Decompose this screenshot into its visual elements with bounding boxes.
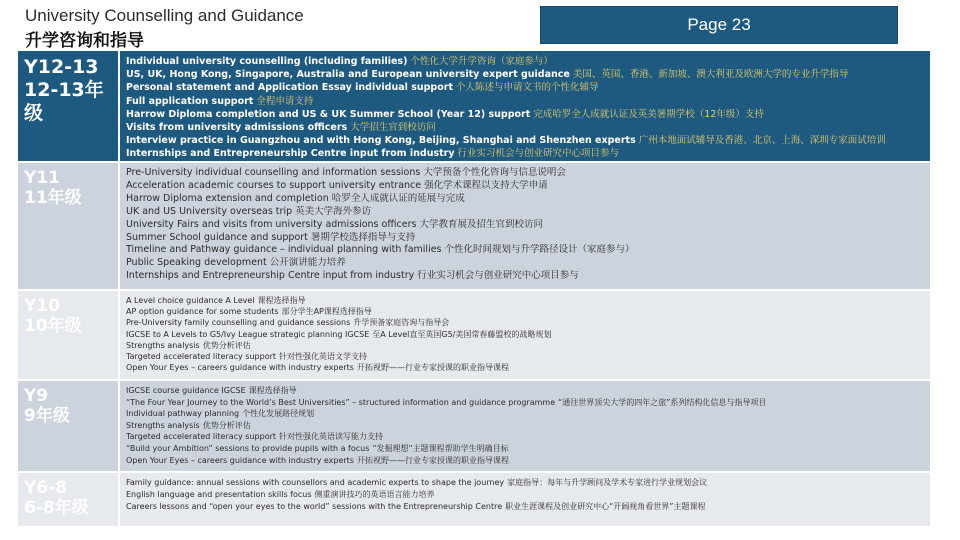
list-item: [126, 455, 924, 467]
year-cell: [18, 163, 118, 289]
item-text-en: Open Your Eyes – careers guidance with industry experts: [126, 455, 354, 465]
year-cell: [18, 473, 118, 526]
item-text-zh: 全程申请支持: [256, 95, 314, 107]
page-title-en: University Counselling and Guidance: [25, 6, 304, 25]
item-text-en: Harrow Diploma extension and completion: [126, 192, 329, 204]
item-text-zh: 侧重演讲技巧的英语语言能力培养: [314, 490, 435, 499]
items-cell: [118, 473, 930, 526]
item-text-en: Individual university counselling (including families): [126, 56, 408, 67]
item-text-en: Careers lessons and “open your eyes to the world” sessions with the Entrepreneurship Centre: [126, 502, 503, 511]
year-label-en: Y10: [24, 296, 60, 316]
item-text-en: Pre-University family counselling and guidance sessions: [126, 318, 351, 328]
year-label-en: Y9: [24, 386, 49, 406]
table-row: [18, 163, 930, 291]
list-item: [126, 329, 924, 340]
list-item: [126, 244, 924, 257]
year-label-zh: 6-8年级: [24, 498, 89, 519]
item-text-zh: 课程选择指导: [248, 386, 297, 395]
item-text-zh: “发掘理想”主题课程帮助学生明确目标: [372, 443, 509, 453]
list-item: [126, 167, 924, 180]
list-item: [126, 295, 924, 306]
list-item: [126, 489, 924, 501]
year-cell: [18, 51, 118, 161]
item-text-en: Public Speaking development: [126, 257, 267, 269]
item-text-zh: 优势分析评估: [202, 340, 251, 350]
item-text-en: UK and US University overseas trip: [126, 205, 293, 217]
year-label-en: Y12-13: [24, 56, 99, 78]
item-text-en: Targeted accelerated literacy support: [126, 432, 277, 442]
list-item: [126, 397, 924, 409]
item-text-zh: 开拓视野——行业专家授课的职业指导课程: [356, 363, 509, 373]
item-text-en: Open Your Eyes – careers guidance with industry experts: [126, 363, 354, 373]
item-text-en: Internships and Entrepreneurship Centre input from industry: [126, 148, 455, 160]
list-item: [126, 257, 924, 270]
list-item: [126, 385, 924, 397]
list-item: [126, 95, 924, 108]
list-item: [126, 81, 924, 94]
item-text-en: Internships and Entrepreneurship Centre input from industry: [126, 270, 415, 282]
item-text-zh: 完成哈罗全人成就认证及英美暑期学校（12年级）支持: [533, 108, 764, 120]
item-text-en: IGCSE course guidance IGCSE: [126, 386, 246, 395]
page-title-zh: 升学咨询和指导: [25, 31, 144, 51]
guidance-table: [18, 51, 930, 528]
list-item: [126, 431, 924, 443]
items-cell: [118, 51, 930, 161]
item-text-en: Family guidance: annual sessions with counsellors and academic experts to shape the journey: [126, 478, 505, 487]
list-item: [126, 180, 924, 193]
item-text-zh: 暑期学校选择指导与支持: [310, 231, 416, 243]
year-label-en: Y11: [24, 168, 60, 188]
item-text-en: Full application support: [126, 95, 254, 107]
list-item: [126, 206, 924, 219]
item-text-zh: 至A Level直至英国G5/美国常春藤盟校的战略规划: [372, 329, 552, 339]
items-cell: [118, 163, 930, 289]
table-row: [18, 291, 930, 381]
item-text-en: Acceleration academic courses to support university entrance: [126, 179, 422, 191]
year-label-zh: 11年级: [24, 188, 82, 209]
item-text-zh: 哈罗全人成就认证的延展与完成: [331, 192, 465, 204]
table-row: [18, 51, 930, 163]
item-text-en: Personal statement and Application Essay individual support: [126, 82, 453, 94]
item-text-en: A Level choice guidance A Level: [126, 296, 255, 305]
year-label-en: Y6-8: [24, 478, 68, 498]
list-item: [126, 477, 924, 489]
item-text-zh: 行业实习机会与创业研究中心项目参与: [417, 270, 579, 282]
item-text-zh: 职业生涯课程及创业研究中心“开阔视角看世界”主题课程: [505, 502, 706, 511]
year-cell: [18, 291, 118, 379]
list-item: [126, 317, 924, 328]
item-text-zh: 大学教育展及招生官到校访问: [419, 218, 543, 230]
item-text-zh: 大学招生官到校访问: [350, 122, 436, 134]
item-text-en: Targeted accelerated literacy support: [126, 352, 277, 362]
item-text-zh: 美国、英国、香港、新加坡、澳大利亚及欧洲大学的专业升学指导: [572, 69, 849, 81]
item-text-en: AP option guidance for some students: [126, 307, 279, 317]
list-item: [126, 362, 924, 373]
item-text-en: Harrow Diploma completion and US & UK Summer School (Year 12) support: [126, 108, 531, 120]
item-text-zh: 个性化大学升学咨询（家庭参与）: [410, 56, 553, 67]
table-row: [18, 473, 930, 528]
year-cell: [18, 381, 118, 471]
item-text-zh: 升学预备家庭咨询与指导会: [353, 318, 450, 328]
list-item: [126, 340, 924, 351]
list-item: [126, 134, 924, 147]
item-text-zh: 课程选择指导: [257, 296, 306, 305]
item-text-en: Summer School guidance and support: [126, 231, 308, 243]
item-text-zh: 大学预备个性化咨询与信息说明会: [423, 167, 566, 178]
item-text-en: Strengths analysis: [126, 420, 200, 430]
list-item: [126, 219, 924, 232]
item-text-zh: 针对性强化英语读写能力支持: [279, 432, 384, 442]
item-text-zh: 公开演讲能力培养: [269, 257, 346, 269]
item-text-zh: 部分学生AP课程选择指导: [281, 307, 372, 317]
list-item: [126, 501, 924, 513]
list-item: [126, 147, 924, 160]
item-text-en: Pre-University individual counselling and information sessions: [126, 167, 421, 178]
year-label-zh: 9年级: [24, 406, 70, 427]
item-text-zh: 行业实习机会与创业研究中心项目参与: [457, 148, 620, 160]
page-number-box: [540, 6, 898, 44]
table-row: [18, 381, 930, 473]
item-text-en: US, UK, Hong Kong, Singapore, Australia and European university expert guidance: [126, 69, 570, 81]
item-text-zh: 优势分析评估: [202, 420, 251, 430]
item-text-zh: 广州本地面试辅导及香港、北京、上海、深圳专家面试培训: [638, 135, 886, 147]
list-item: [126, 55, 924, 68]
item-text-zh: “通往世界顶尖大学的四年之旅”系列结构化信息与指导项目: [558, 397, 767, 407]
item-text-zh: 开拓视野——行业专家授课的职业指导课程: [356, 455, 509, 465]
list-item: [126, 232, 924, 245]
item-text-zh: 针对性强化英语文学支持: [279, 352, 368, 362]
item-text-en: Strengths analysis: [126, 340, 200, 350]
list-item: [126, 306, 924, 317]
item-text-en: English language and presentation skills focus: [126, 490, 312, 499]
items-cell: [118, 381, 930, 471]
list-item: [126, 351, 924, 362]
item-text-en: Visits from university admissions officers: [126, 122, 348, 134]
item-text-en: Interview practice in Guangzhou and with Hong Kong, Beijing, Shanghai and Shenzhen experts: [126, 135, 636, 147]
page-number-label: Page 23: [687, 15, 751, 34]
item-text-zh: 个性化发展路径规划: [242, 409, 315, 419]
item-text-en: Individual pathway planning: [126, 409, 240, 419]
list-item: [126, 270, 924, 283]
list-item: [126, 420, 924, 432]
item-text-en: IGCSE to A Levels to G5/Ivy League strategic planning IGCSE: [126, 329, 370, 339]
item-text-zh: 强化学术课程以支持大学申请: [424, 179, 548, 191]
item-text-zh: 个性化时间规划与升学路径设计（家庭参与）: [444, 244, 635, 256]
list-item: [126, 68, 924, 81]
items-cell: [118, 291, 930, 379]
item-text-zh: 个人陈述与申请文书的个性化辅导: [456, 82, 599, 94]
year-label-zh: 10年级: [24, 316, 82, 337]
list-item: [126, 443, 924, 455]
item-text-en: University Fairs and visits from university admissions officers: [126, 218, 417, 230]
item-text-en: “Build your Ambition” sessions to provide pupils with a focus: [126, 443, 370, 453]
item-text-zh: 英美大学海外参访: [295, 205, 372, 217]
item-text-en: “The Four Year Journey to the World’s Best Universities” – structured information and guidance programme: [126, 397, 556, 407]
list-item: [126, 408, 924, 420]
year-label-zh: 12-13年级: [24, 78, 104, 124]
item-text-zh: 家庭指导：每年与升学顾问及学术专家进行学业规划会议: [507, 478, 708, 487]
list-item: [126, 193, 924, 206]
list-item: [126, 108, 924, 121]
list-item: [126, 121, 924, 134]
item-text-en: Timeline and Pathway guidance – individual planning with families: [126, 244, 442, 256]
